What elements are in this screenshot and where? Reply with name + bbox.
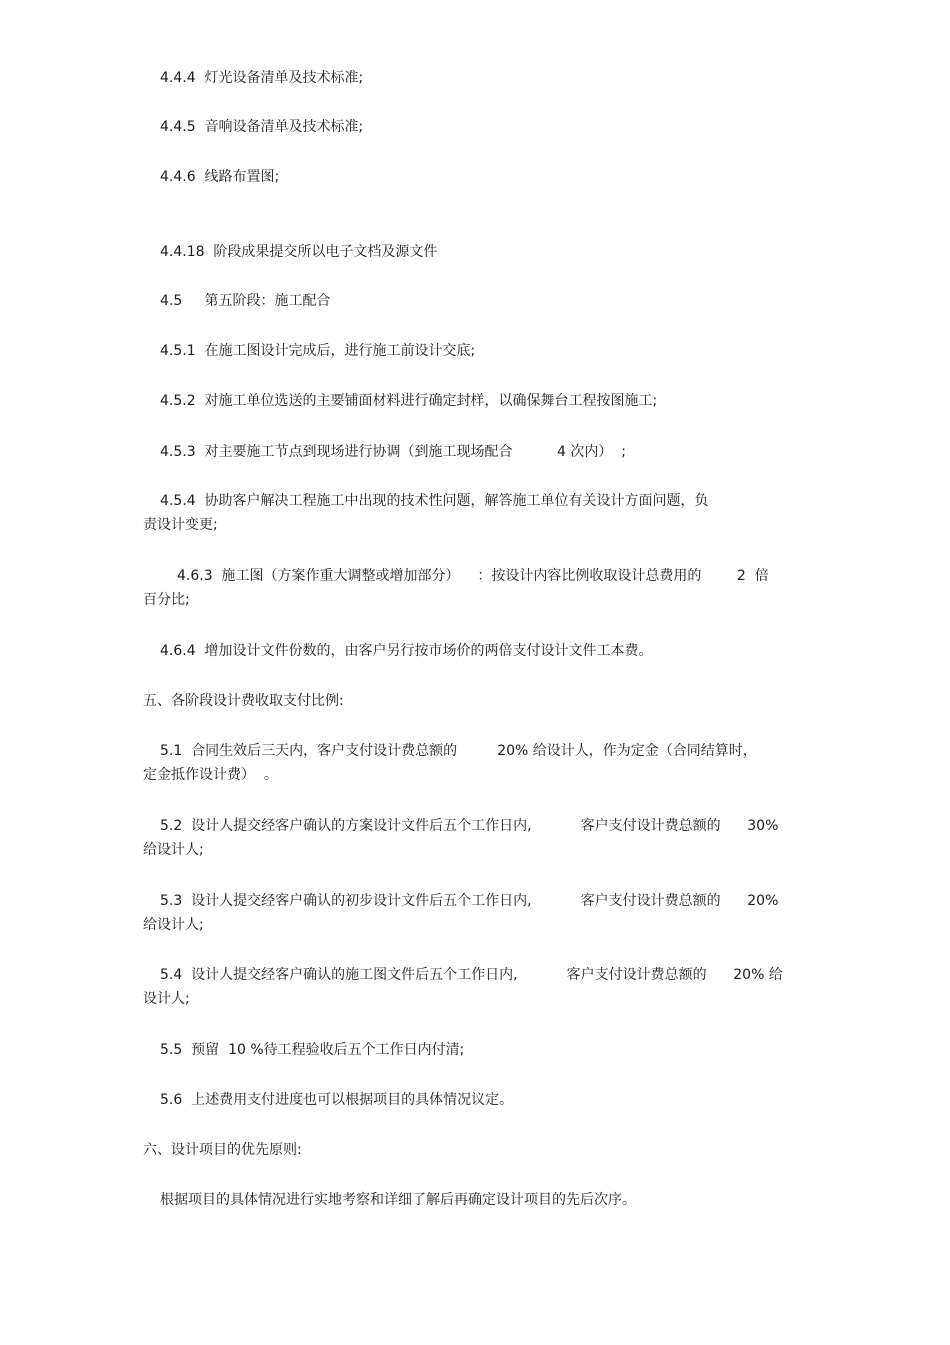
section-5-heading: 五、各阶段设计费收取支付比例: xyxy=(143,693,344,709)
clause-4-4-18: 4.4.18 阶段成果提交所以电子文档及源文件 xyxy=(160,244,438,260)
clause-4-5-3: 4.5.3 对主要施工节点到现场进行协调（到施工现场配合 4 次内） ; xyxy=(160,444,626,460)
clause-5-4-line2: 设计人; xyxy=(143,991,190,1007)
clause-5-4-line1: 5.4 设计人提交经客户确认的施工图文件后五个工作日内, 客户支付设计费总额的 20% 给 xyxy=(160,967,783,983)
clause-4-5: 4.5 第五阶段：施工配合 xyxy=(160,293,331,309)
clause-4-5-1: 4.5.1 在施工图设计完成后，进行施工前设计交底; xyxy=(160,343,476,359)
clause-4-5-4-line2: 责设计变更; xyxy=(143,517,218,533)
clause-5-1-line1: 5.1 合同生效后三天内，客户支付设计费总额的 20% 给设计人，作为定金（合同结算时， xyxy=(160,743,757,759)
clause-5-1-line2: 定金抵作设计费） 。 xyxy=(143,767,278,783)
clause-5-3-line1: 5.3 设计人提交经客户确认的初步设计文件后五个工作日内, 客户支付设计费总额的 20% xyxy=(160,893,779,909)
clause-5-3-line2: 给设计人; xyxy=(143,917,204,933)
clause-4-6-4: 4.6.4 增加设计文件份数的，由客户另行按市场价的两倍支付设计文件工本费。 xyxy=(160,643,653,659)
clause-4-4-6: 4.4.6 线路布置图; xyxy=(160,169,280,185)
clause-5-2-line2: 给设计人; xyxy=(143,842,204,858)
clause-4-4-5: 4.4.5 音响设备清单及技术标准; xyxy=(160,119,364,135)
clause-4-4-4: 4.4.4 灯光设备清单及技术标准; xyxy=(160,70,364,86)
clause-4-6-3-line2: 百分比; xyxy=(143,592,190,608)
clause-4-6-3-line1: 4.6.3 施工图（方案作重大调整或增加部分） ：按设计内容比例收取设计总费用的 2 倍 xyxy=(177,568,769,584)
clause-5-6: 5.6 上述费用支付进度也可以根据项目的具体情况议定。 xyxy=(160,1092,514,1108)
clause-5-2-line1: 5.2 设计人提交经客户确认的方案设计文件后五个工作日内, 客户支付设计费总额的 30% xyxy=(160,818,779,834)
clause-5-5: 5.5 预留 10 %待工程验收后五个工作日内付清; xyxy=(160,1042,465,1058)
section-6-heading: 六、设计项目的优先原则: xyxy=(143,1142,302,1158)
section-6-body: 根据项目的具体情况进行实地考察和详细了解后再确定设计项目的先后次序。 xyxy=(160,1192,636,1208)
clause-4-5-4-line1: 4.5.4 协助客户解决工程施工中出现的技术性问题，解答施工单位有关设计方面问题，负 xyxy=(160,493,709,509)
clause-4-5-2: 4.5.2 对施工单位选送的主要铺面材料进行确定封样，以确保舞台工程按图施工; xyxy=(160,393,658,409)
